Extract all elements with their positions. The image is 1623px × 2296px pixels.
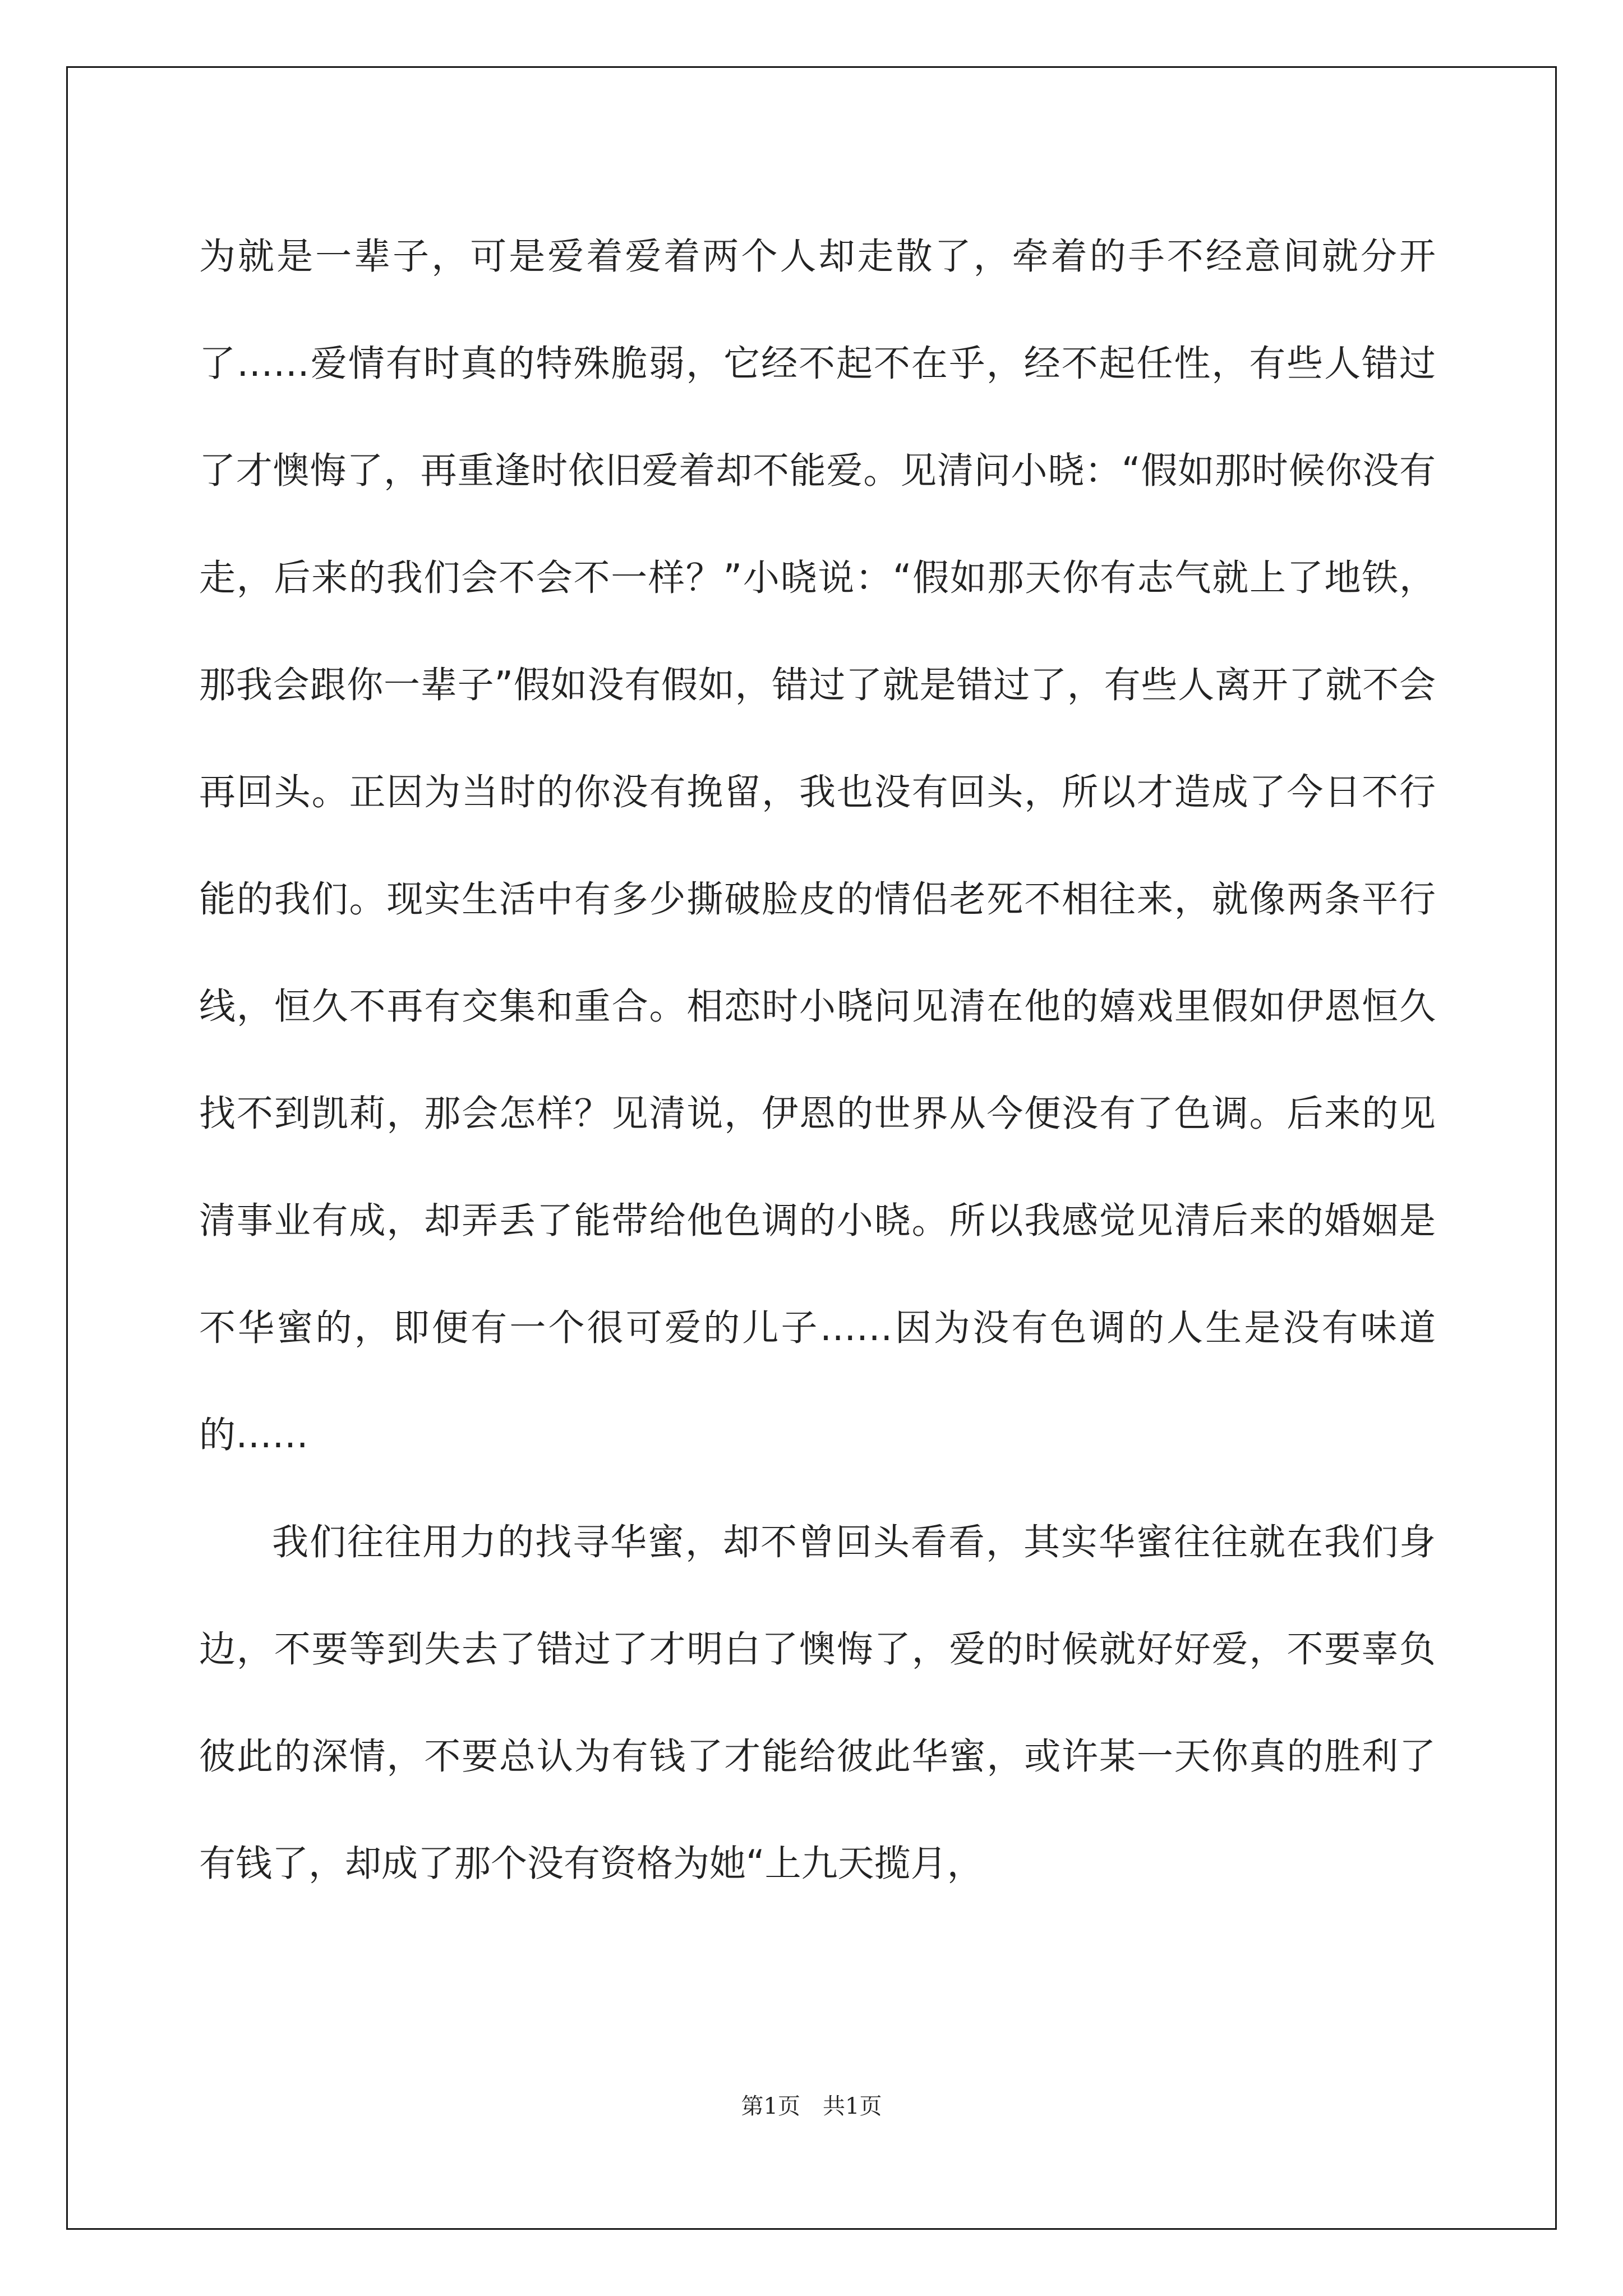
paragraph-2: 我们往往用力的找寻华蜜，却不曾回头看看，其实华蜜往往就在我们身边，不要等到失去了错过了才明白了懊悔了，爱的时候就好好爱，不要辜负彼此的深情，不要总认为有钱了才能给彼此华蜜，或许某一天你真的胜利了有钱了，却成了那个没有资格为她“上九天揽月，: [199, 1521, 1436, 1885]
document-body: [199, 203, 1436, 1917]
paragraph-1: 为就是一辈子，可是爱着爱着两个人却走散了，牵着的手不经意间就分开了……爱情有时真的特殊脆弱，它经不起不在乎，经不起任性，有些人错过了才懊悔了，再重逢时依旧爱着却不能爱。见清问小晓：“假如那时候你没有走，后来的我们会不会不一样？”小晓说：“假如那天你有志气就上了地铁，那我会跟你一辈子”假如没有假如，错过了就是错过了，有些人离开了就不会再回头。正因为当时的你没有挽留，我也没有回头，所以才造成了今日不行能的我们。现实生活中有多少撕破脸皮的情侣老死不相往来，就像两条平行线，恒久不再有交集和重合。相恋时小晓问见清在他的嬉戏里假如伊恩恒久找不到凯莉，那会怎样？见清说，伊恩的世界从今便没有了色调。后来的见清事业有成，却弄丢了能带给他色调的小晓。所以我感觉见清后来的婚姻是不华蜜的，即便有一个很可爱的儿子……因为没有色调的人生是没有味道的……: [199, 236, 1436, 1456]
page-footer: 第1页 共1页: [741, 2093, 882, 2119]
